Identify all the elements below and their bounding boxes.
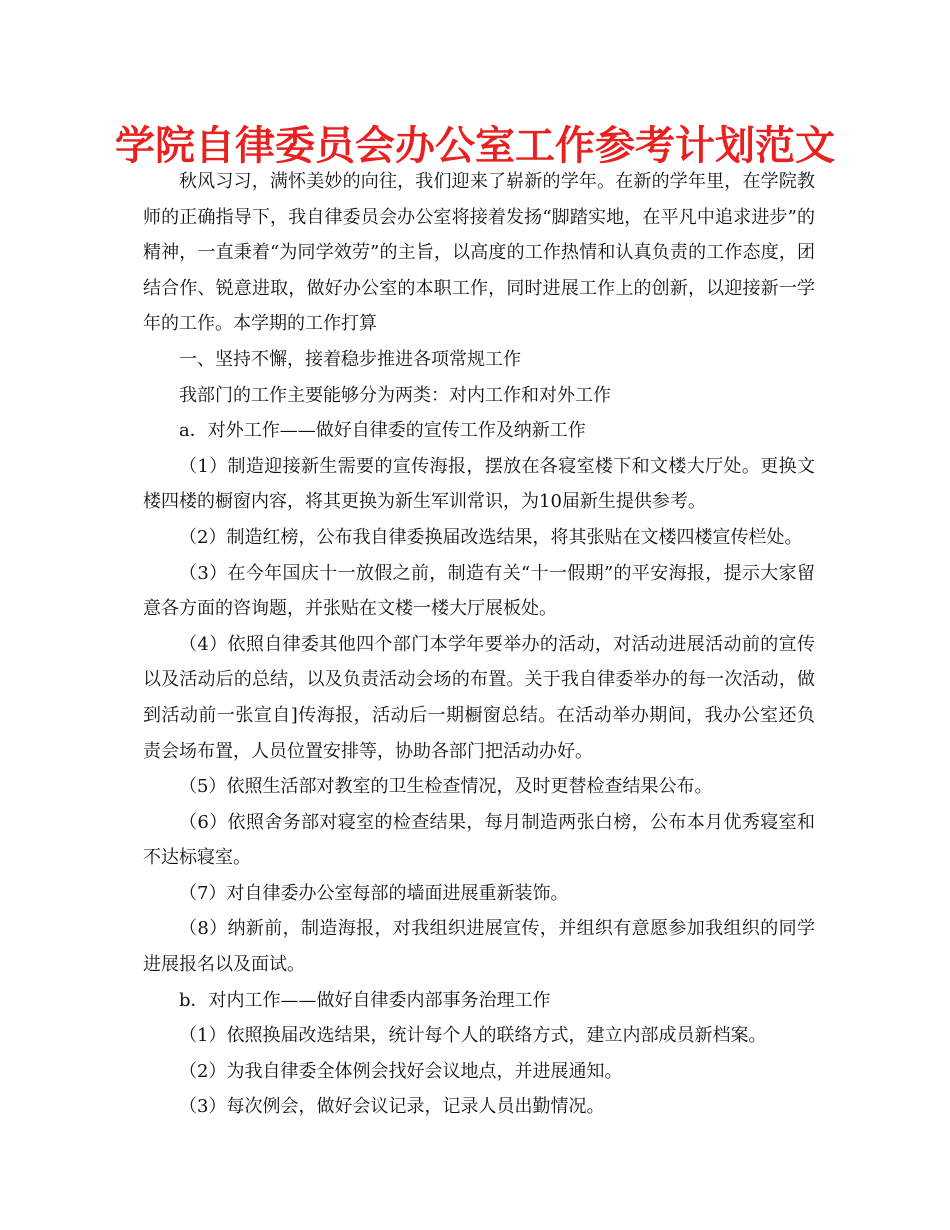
list-item-external-5: （5）依照生活部对教室的卫生检查情况，及时更替检查结果公布。 (179, 776, 713, 798)
subheading-internal-work: b．对内工作——做好自律委内部事务治理工作 (179, 989, 551, 1011)
list-item-internal-2: （2）为我自律委全体例会找好会议地点，并进展通知。 (179, 1060, 623, 1082)
paragraph-work-types: 我部门的工作主要能够分为两类：对内工作和对外工作 (179, 384, 611, 406)
list-item-external-2: （2）制造红榜，公布我自律委换届改选结果，将其张贴在文楼四楼宣传栏处。 (179, 526, 803, 548)
document-body (143, 164, 815, 1125)
list-item-internal-3: （3）每次例会，做好会议记录，记录人员出勤情况。 (179, 1096, 605, 1118)
list-item-external-8: （8）纳新前，制造海报，对我组织进展宣传，并组织有意愿参加我组织的同学进展报名以及面试。 (143, 918, 815, 976)
subheading-external-work: a．对外工作——做好自律委的宣传工作及纳新工作 (179, 420, 586, 442)
list-item-internal-1: （1）依照换届改选结果，统计每个人的联络方式，建立内部成员新档案。 (179, 1025, 767, 1047)
section-heading-1: 一、坚持不懈，接着稳步推进各项常规工作 (179, 348, 521, 370)
paragraph-intro: 秋风习习，满怀美妙的向往，我们迎来了崭新的学年。在新的学年里，在学院教师的正确指导下，我自律委员会办公室将接着发扬“脚踏实地，在平凡中追求进步”的精神，一直秉着“为同学效劳”的主旨，以高度的工作热情和认真负责的工作态度，团结合作、锐意进取，做好办公室的本职工作，同时进展工作上的创新，以迎接新一学年的工作。本学期的工作打算 (143, 171, 815, 335)
list-item-external-7: （7）对自律委办公室每部的墙面进展重新装饰。 (179, 882, 569, 904)
list-item-external-1: （1）制造迎接新生需要的宣传海报，摆放在各寝室楼下和文楼大厅处。更换文楼四楼的橱窗内容，将其更换为新生军训常识，为10届新生提供参考。 (143, 455, 815, 513)
list-item-external-4: （4）依照自律委其他四个部门本学年要举办的活动，对活动进展活动前的宣传以及活动后的总结，以及负责活动会场的布置。关于我自律委举办的每一次活动，做到活动前一张宣自]传海报，活动后一期橱窗总结。在活动举办期间，我办公室还负责会场布置，人员位置安排等，协助各部门把活动办好。 (143, 633, 815, 762)
document-title: 学院自律委员会办公室工作参考计划范文 (115, 123, 835, 169)
list-item-external-6: （6）依照舍务部对寝室的检查结果，每月制造两张白榜，公布本月优秀寝室和不达标寝室。 (143, 811, 815, 869)
list-item-external-3: （3）在今年国庆十一放假之前，制造有关“十一假期”的平安海报，提示大家留意各方面的咨询题，并张贴在文楼一楼大厅展板处。 (143, 562, 815, 620)
